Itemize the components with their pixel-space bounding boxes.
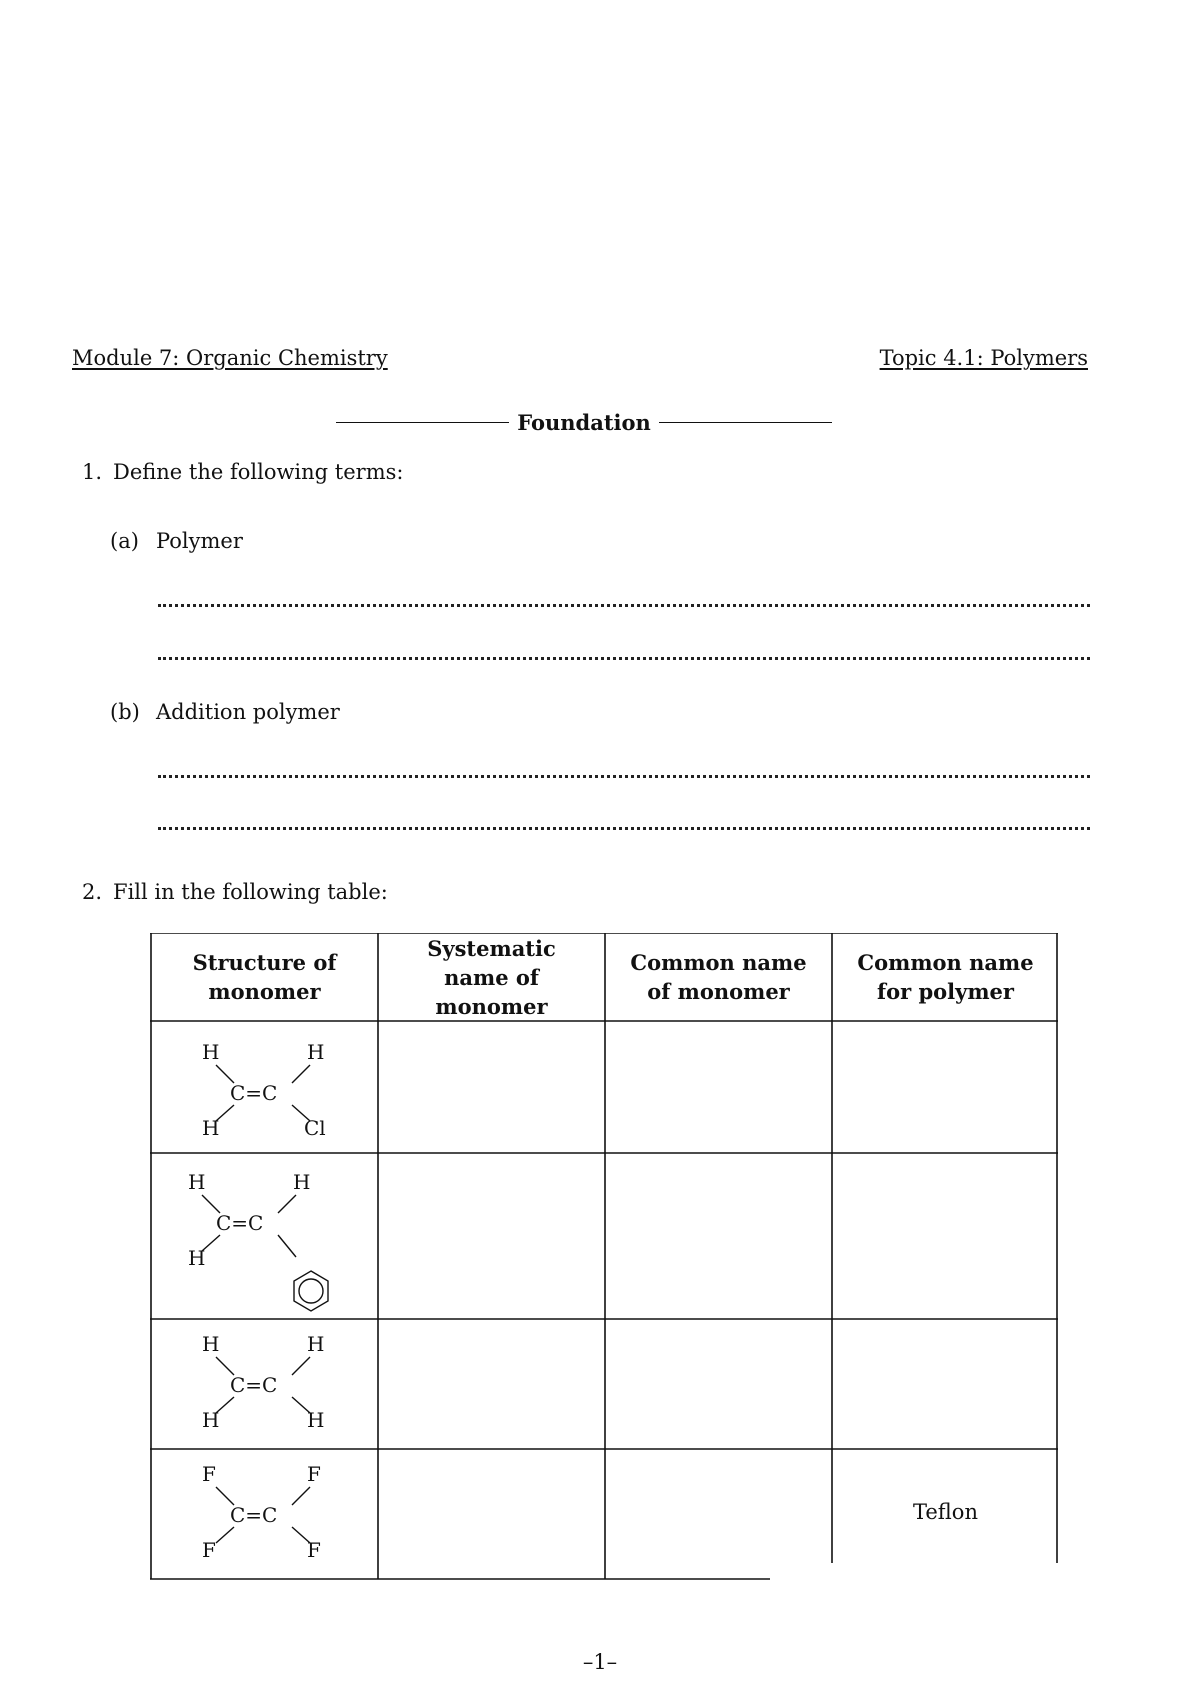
atom-label: H xyxy=(307,1041,325,1064)
section-rule-left xyxy=(336,422,509,423)
atom-label: F xyxy=(307,1463,321,1486)
atom-label: F xyxy=(202,1463,216,1486)
atom-label: H xyxy=(307,1333,325,1356)
atom-label: F xyxy=(307,1538,321,1562)
monomer-table xyxy=(150,933,1060,1581)
section-title: Foundation xyxy=(517,410,651,435)
atom-label: H xyxy=(293,1171,311,1194)
part-text: Addition polymer xyxy=(156,700,340,724)
double-bond-label: C=C xyxy=(230,1081,278,1105)
monomer-structure-3 xyxy=(192,1333,342,1433)
module-title: Module 7: Organic Chemistry xyxy=(72,346,388,370)
monomer-structure-4 xyxy=(192,1463,342,1563)
atom-label: H xyxy=(188,1171,206,1194)
section-rule-right xyxy=(659,422,832,423)
monomer-structure-1 xyxy=(192,1041,342,1141)
polymer-name-teflon: Teflon xyxy=(913,1500,978,1524)
answer-line[interactable] xyxy=(158,604,1090,607)
part-text: Polymer xyxy=(156,529,243,553)
answer-line[interactable] xyxy=(158,775,1090,778)
atom-label: Cl xyxy=(304,1116,326,1140)
atom-label: H xyxy=(202,1041,220,1064)
double-bond-label: C=C xyxy=(230,1503,278,1527)
atom-label: H xyxy=(202,1116,220,1140)
header-systematic-name: Systematic name of monomer xyxy=(427,935,556,1019)
question-number: 1. xyxy=(82,460,103,484)
part-label: (a) xyxy=(110,529,139,553)
section-heading xyxy=(336,410,832,435)
page-number: –1– xyxy=(582,1650,618,1674)
header-common-polymer: Common name for polymer xyxy=(857,950,1034,1004)
double-bond-label: C=C xyxy=(230,1373,278,1397)
question-number: 2. xyxy=(82,880,103,904)
answer-line[interactable] xyxy=(158,827,1090,830)
header-common-monomer: Common name of monomer xyxy=(630,950,807,1004)
part-label: (b) xyxy=(110,700,140,724)
atom-label: F xyxy=(202,1538,216,1562)
question-text: Define the following terms: xyxy=(113,460,404,484)
topic-title: Topic 4.1: Polymers xyxy=(879,346,1088,370)
double-bond-label: C=C xyxy=(216,1211,264,1235)
aromatic-circle xyxy=(299,1279,323,1303)
question-text: Fill in the following table: xyxy=(113,880,388,904)
answer-line[interactable] xyxy=(158,657,1090,660)
atom-label: H xyxy=(202,1333,220,1356)
header-structure: Structure of monomer xyxy=(192,950,337,1004)
monomer-structure-2 xyxy=(178,1171,348,1317)
atom-label: H xyxy=(188,1246,206,1270)
atom-label: H xyxy=(307,1408,325,1432)
atom-label: H xyxy=(202,1408,220,1432)
